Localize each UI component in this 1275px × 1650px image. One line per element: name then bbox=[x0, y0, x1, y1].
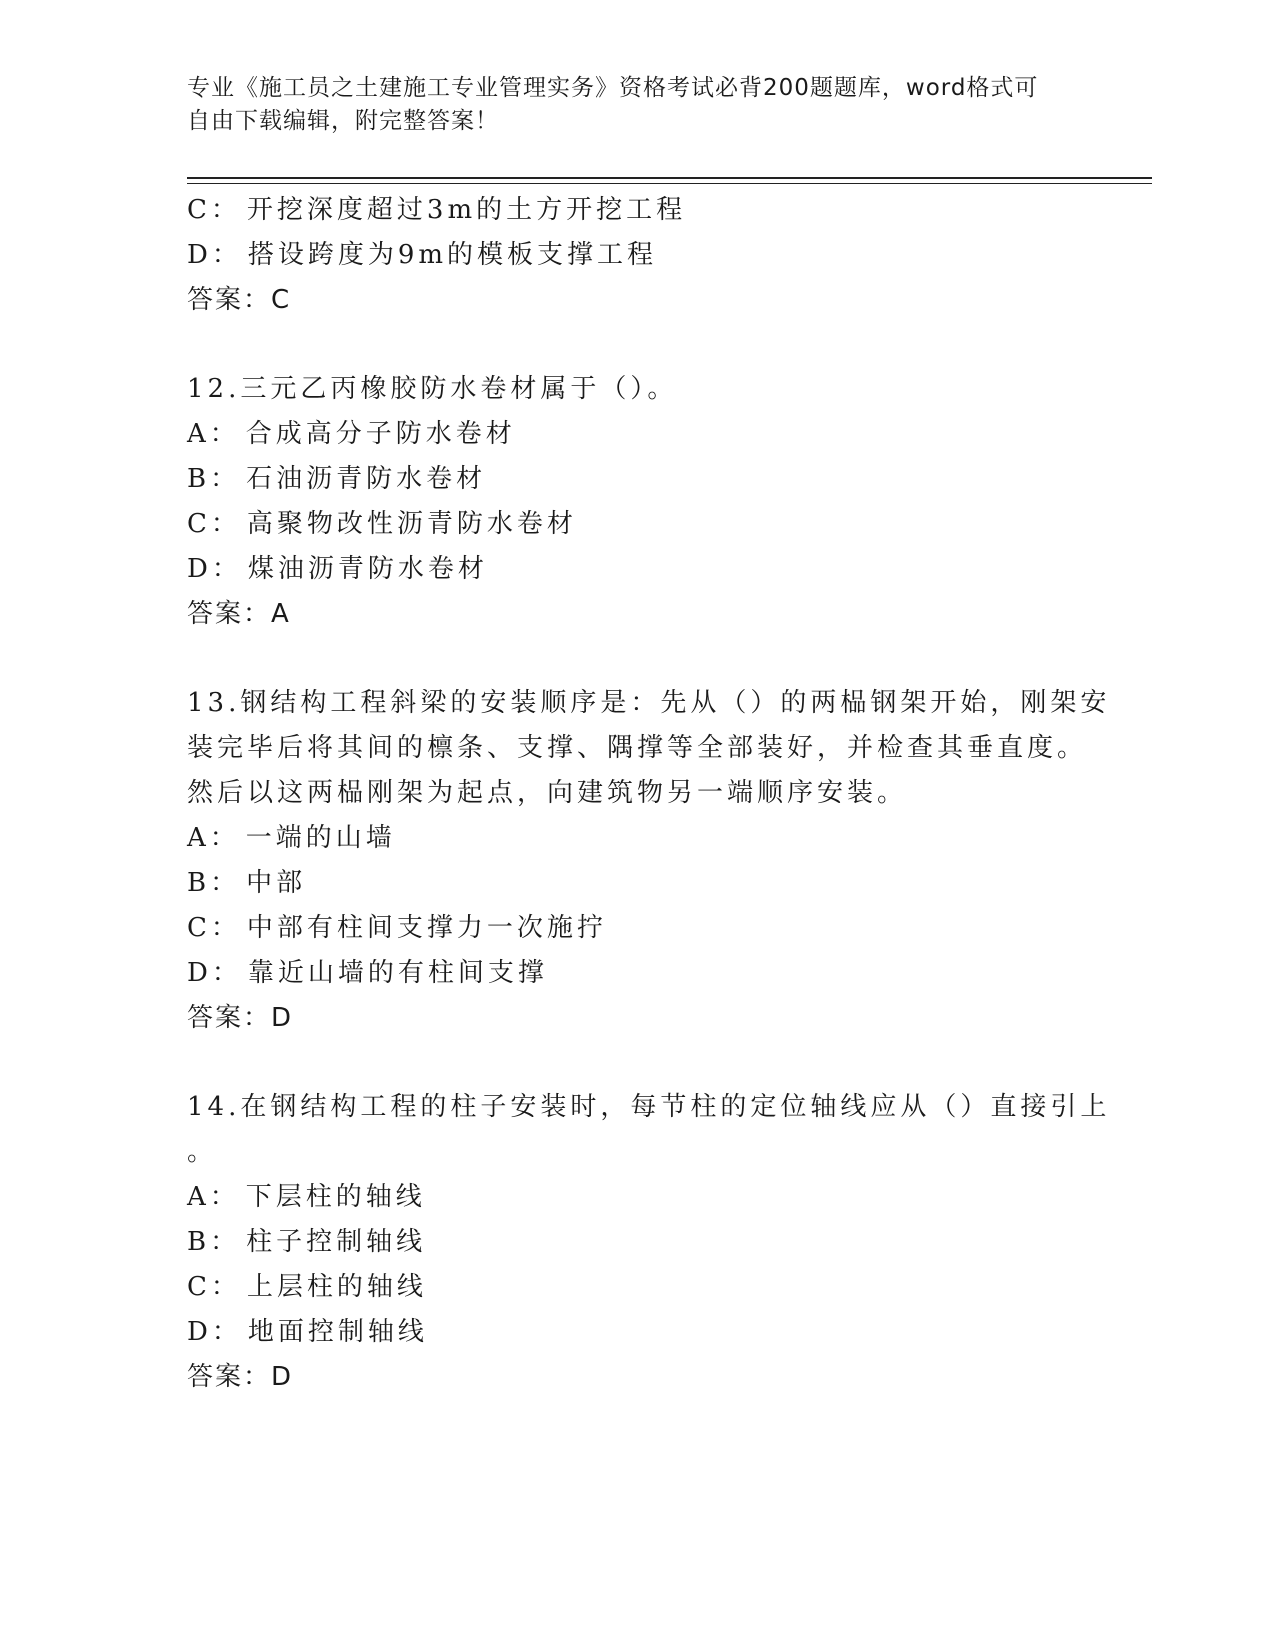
option-b: B： 中部 bbox=[187, 868, 307, 898]
question-stem-line-1: 14.在钢结构工程的柱子安装时，每节柱的定位轴线应从（）直接引上 bbox=[187, 1092, 1111, 1122]
option-d: D： 搭设跨度为9m的模板支撑工程 bbox=[187, 240, 658, 270]
option-b: B： 石油沥青防水卷材 bbox=[187, 464, 487, 494]
answer-label: 答案：C bbox=[187, 285, 292, 315]
question-stem: 12.三元乙丙橡胶防水卷材属于（）。 bbox=[187, 374, 678, 404]
option-d: D： 靠近山墙的有柱间支撑 bbox=[187, 958, 548, 988]
option-c: C： 开挖深度超过3m的土方开挖工程 bbox=[187, 195, 687, 225]
question-list bbox=[187, 188, 1111, 1400]
option-b: B： 柱子控制轴线 bbox=[187, 1227, 427, 1257]
question-stem-line-1: 13.钢结构工程斜梁的安装顺序是：先从（）的两榀钢架开始，刚架安 bbox=[187, 688, 1111, 718]
question-stem-line-2: 装完毕后将其间的檩条、支撑、隅撑等全部装好，并检查其垂直度。 bbox=[187, 733, 1088, 763]
option-a: A： 合成高分子防水卷材 bbox=[187, 419, 516, 449]
option-c: C： 高聚物改性沥青防水卷材 bbox=[187, 509, 577, 539]
option-c: C： 中部有柱间支撑力一次施拧 bbox=[187, 913, 607, 943]
answer-label: 答案：D bbox=[187, 1362, 294, 1392]
document-header bbox=[187, 72, 1087, 138]
option-d: D： 煤油沥青防水卷材 bbox=[187, 554, 488, 584]
header-rule-thick bbox=[187, 177, 1152, 179]
header-title-line-2: 自由下载编辑，附完整答案！ bbox=[187, 108, 499, 134]
question-14 bbox=[187, 1085, 1111, 1400]
option-c: C： 上层柱的轴线 bbox=[187, 1272, 427, 1302]
header-rule-thin bbox=[187, 183, 1152, 184]
answer-label: 答案：D bbox=[187, 1003, 294, 1033]
question-11-continued bbox=[187, 188, 1087, 323]
question-stem-line-3: 然后以这两榀刚架为起点，向建筑物另一端顺序安装。 bbox=[187, 778, 908, 808]
answer-label: 答案：A bbox=[187, 599, 291, 629]
option-d: D： 地面控制轴线 bbox=[187, 1317, 428, 1347]
question-12 bbox=[187, 367, 1087, 637]
question-13 bbox=[187, 681, 1111, 1041]
header-title-line-1: 专业《施工员之土建施工专业管理实务》资格考试必背200题题库，word格式可 bbox=[187, 75, 1039, 101]
option-a: A： 一端的山墙 bbox=[187, 823, 396, 853]
question-stem-line-2: 。 bbox=[187, 1137, 218, 1167]
option-a: A： 下层柱的轴线 bbox=[187, 1182, 426, 1212]
